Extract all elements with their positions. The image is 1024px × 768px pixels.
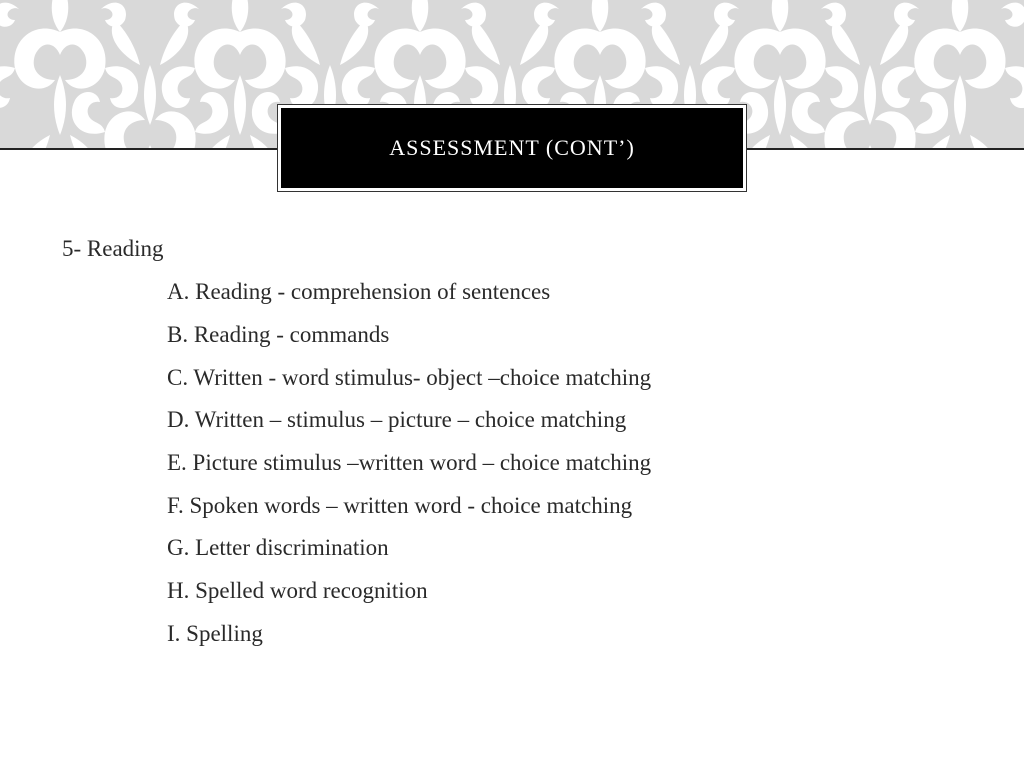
list-item: F. Spoken words – written word - choice matching — [167, 493, 633, 518]
list-item: E. Picture stimulus –written word – choice matching — [167, 450, 652, 475]
section-heading: 5- Reading — [62, 236, 164, 261]
list-item: B. Reading - commands — [167, 322, 390, 347]
list-item: C. Written - word stimulus- object –choice matching — [167, 365, 652, 390]
list-item: G. Letter discrimination — [167, 535, 389, 560]
list-item: A. Reading - comprehension of sentences — [167, 279, 551, 304]
list-item: I. Spelling — [167, 621, 263, 646]
list-item: H. Spelled word recognition — [167, 578, 428, 603]
list-item: D. Written – stimulus – picture – choice matching — [167, 407, 627, 432]
slide-title: ASSESSMENT (CONT’) — [389, 135, 635, 160]
